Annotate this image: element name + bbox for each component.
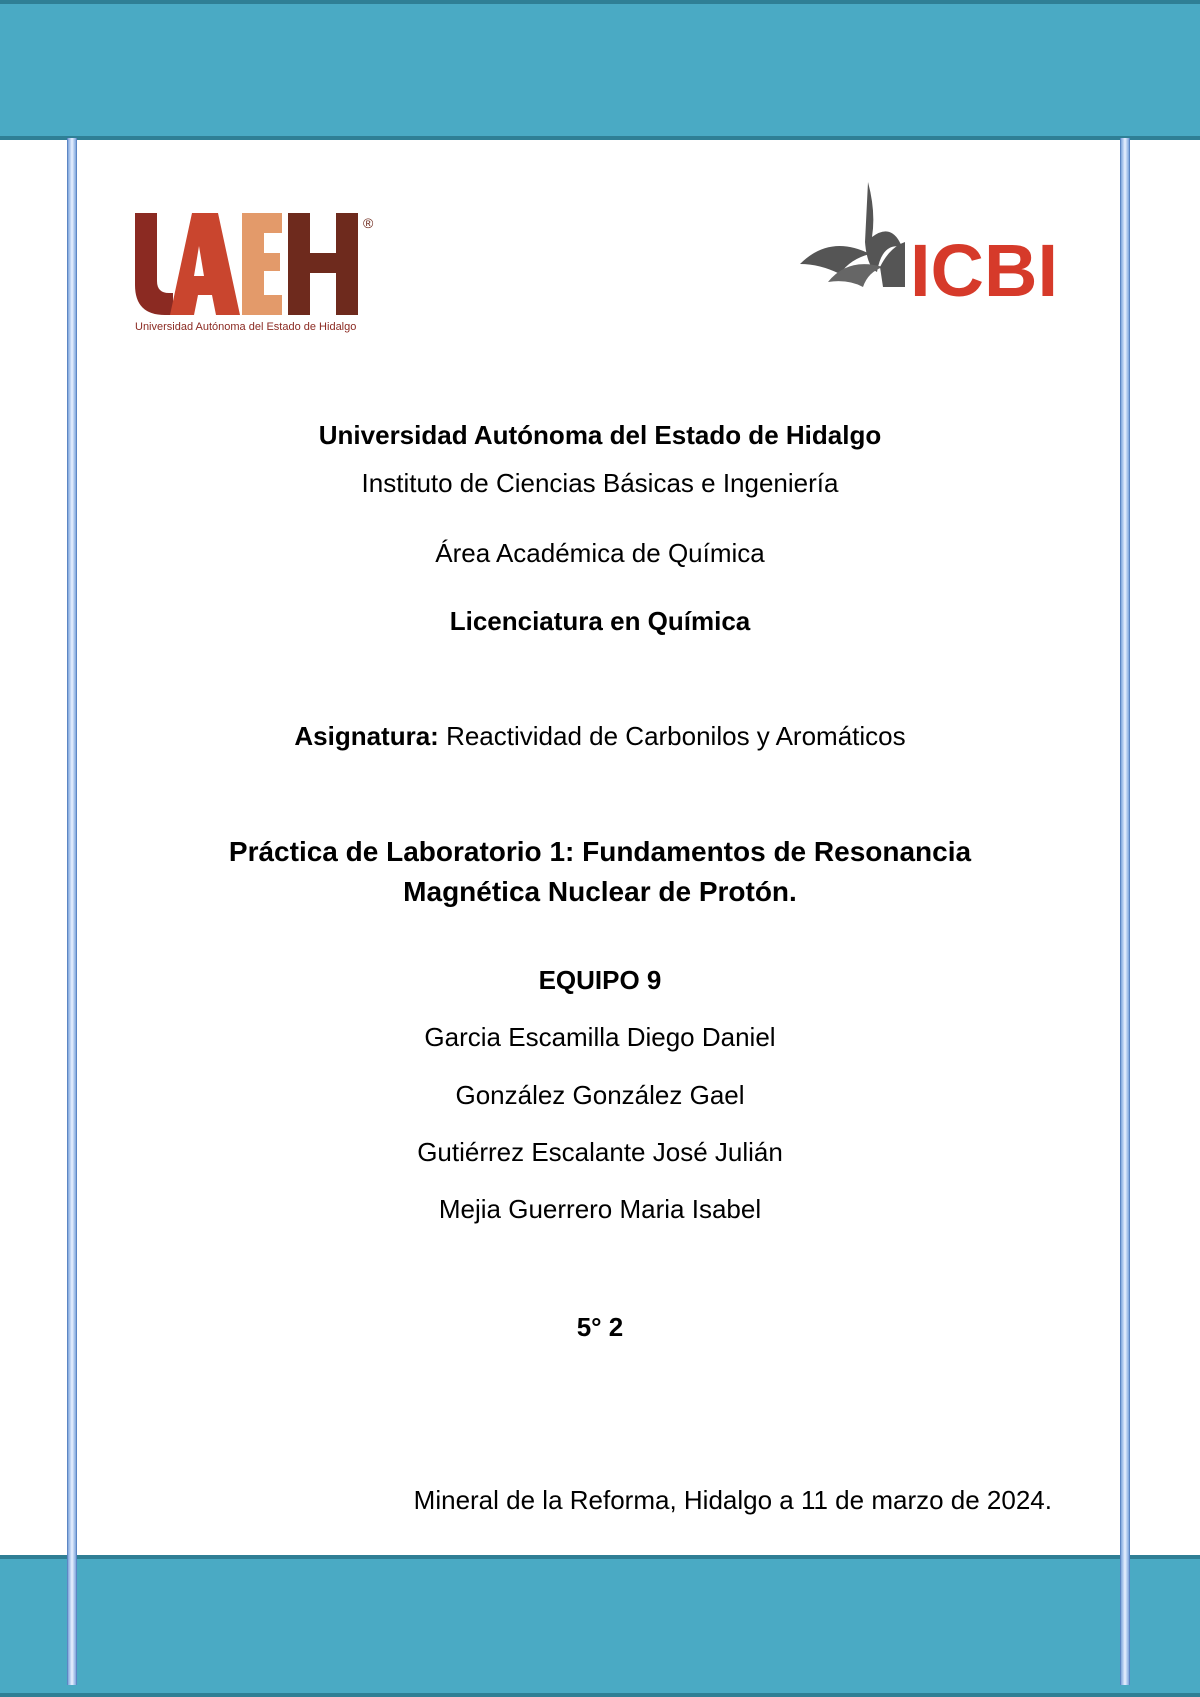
practice-title-line2: Magnética Nuclear de Protón. [403, 876, 797, 907]
uaeh-logo [130, 208, 395, 333]
group-label: 5° 2 [576, 1312, 624, 1342]
place-date: Mineral de la Reforma, Hidalgo a 11 de marzo de 2024. [413, 1485, 1052, 1515]
member-name: González González Gael [455, 1080, 745, 1110]
academic-area: Área Académica de Química [435, 538, 765, 568]
member-name: Gutiérrez Escalante José Julián [417, 1137, 783, 1167]
right-border-rail [1120, 138, 1130, 1685]
header-band [0, 0, 1200, 140]
member-name: Mejia Guerrero Maria Isabel [438, 1194, 762, 1224]
icbi-logo-text: ICBI [910, 229, 1058, 302]
university-name: Universidad Autónoma del Estado de Hidalgo [318, 420, 882, 450]
institute-name: Instituto de Ciencias Básicas e Ingeniería [361, 468, 839, 498]
uaeh-logo-subtitle: Universidad Autónoma del Estado de Hidalgo [135, 321, 357, 333]
subject-value: Reactividad de Carbonilos y Aromáticos [438, 721, 906, 751]
practice-title-line1: Práctica de Laboratorio 1: Fundamentos de Resonancia [228, 836, 972, 867]
program-name: Licenciatura en Química [449, 606, 751, 636]
member-name: Garcia Escamilla Diego Daniel [424, 1022, 776, 1052]
icbi-logo [798, 182, 1078, 302]
footer-band [0, 1555, 1200, 1697]
subject-label: Asignatura: [294, 721, 439, 751]
registered-mark: ® [363, 215, 374, 231]
team-label: EQUIPO 9 [538, 965, 662, 995]
subject-line [80, 720, 1120, 752]
left-border-rail [67, 138, 77, 1685]
